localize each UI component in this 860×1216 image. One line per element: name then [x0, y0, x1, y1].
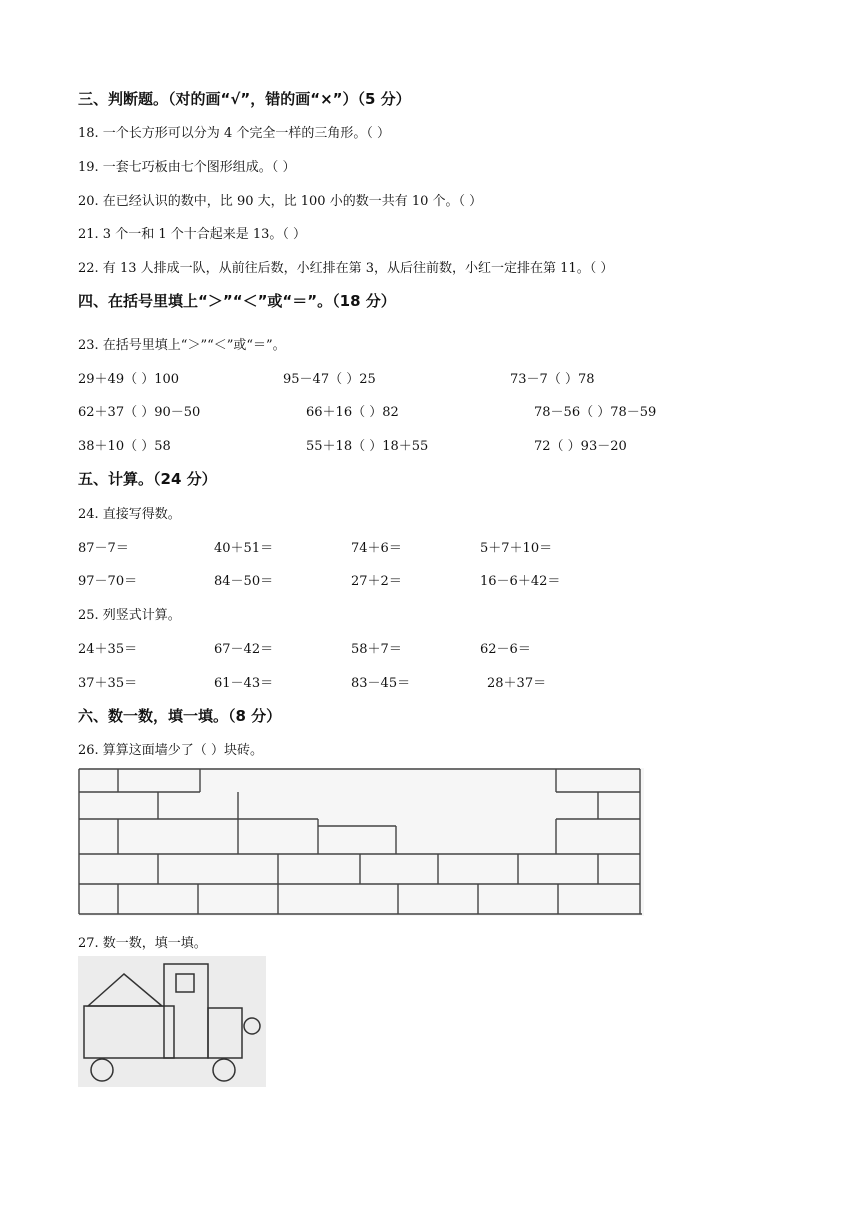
compare-cell: 66＋16（ ）82: [306, 405, 399, 420]
question-21: 21. 3 个一和 1 个十合起来是 13。（ ）: [78, 227, 307, 242]
calc-cell: 5＋7＋10＝: [480, 541, 553, 556]
truck-figure: [78, 956, 266, 1087]
compare-cell: 55＋18（ ）18＋55: [306, 439, 429, 454]
question-18: 18. 一个长方形可以分为 4 个完全一样的三角形。（ ）: [78, 126, 390, 141]
section4-heading: 四、在括号里填上“＞”“＜”或“＝”。（18 分）: [78, 292, 396, 310]
compare-cell: 62＋37（ ）90－50: [78, 405, 201, 420]
section3-heading: 三、判断题。（对的画“√”，错的画“×”）（5 分）: [78, 90, 411, 108]
question-25: 25. 列竖式计算。: [78, 608, 181, 623]
calc-cell: 83－45＝: [351, 676, 411, 691]
brick-wall-figure: [78, 768, 644, 916]
question-20: 20. 在已经认识的数中，比 90 大，比 100 小的数一共有 10 个。（ ）: [78, 194, 483, 209]
section6-heading: 六、数一数，填一填。（8 分）: [78, 707, 282, 725]
calc-cell: 27＋2＝: [351, 574, 402, 589]
calc-cell: 61－43＝: [214, 676, 274, 691]
question-24: 24. 直接写得数。: [78, 507, 181, 522]
compare-cell: 29＋49（ ）100: [78, 372, 180, 387]
calc-cell: 84－50＝: [214, 574, 274, 589]
calc-cell: 62－6＝: [480, 642, 531, 657]
calc-cell: 67－42＝: [214, 642, 274, 657]
calc-cell: 40＋51＝: [214, 541, 274, 556]
calc-cell: 28＋37＝: [487, 676, 547, 691]
compare-cell: 72（ ）93－20: [534, 439, 627, 454]
question-27: 27. 数一数，填一填。: [78, 936, 207, 951]
compare-cell: 38＋10（ ）58: [78, 439, 171, 454]
calc-cell: 87－7＝: [78, 541, 129, 556]
question-23: 23. 在括号里填上“＞”“＜”或“＝”。: [78, 338, 286, 353]
compare-cell: 78－56（ ）78－59: [534, 405, 657, 420]
calc-cell: 58＋7＝: [351, 642, 402, 657]
calc-cell: 74＋6＝: [351, 541, 402, 556]
calc-cell: 37＋35＝: [78, 676, 138, 691]
calc-cell: 16－6＋42＝: [480, 574, 561, 589]
compare-cell: 73－7（ ）78: [510, 372, 595, 387]
question-19: 19. 一套七巧板由七个图形组成。（ ）: [78, 160, 296, 175]
calc-cell: 24＋35＝: [78, 642, 138, 657]
section5-heading: 五、计算。（24 分）: [78, 470, 217, 488]
compare-cell: 95－47（ ）25: [283, 372, 376, 387]
question-26: 26. 算算这面墙少了（ ）块砖。: [78, 743, 263, 758]
calc-cell: 97－70＝: [78, 574, 138, 589]
question-22: 22. 有 13 人排成一队，从前往后数，小红排在第 3，从后往前数，小红一定排在第 11。（ ）: [78, 261, 614, 276]
